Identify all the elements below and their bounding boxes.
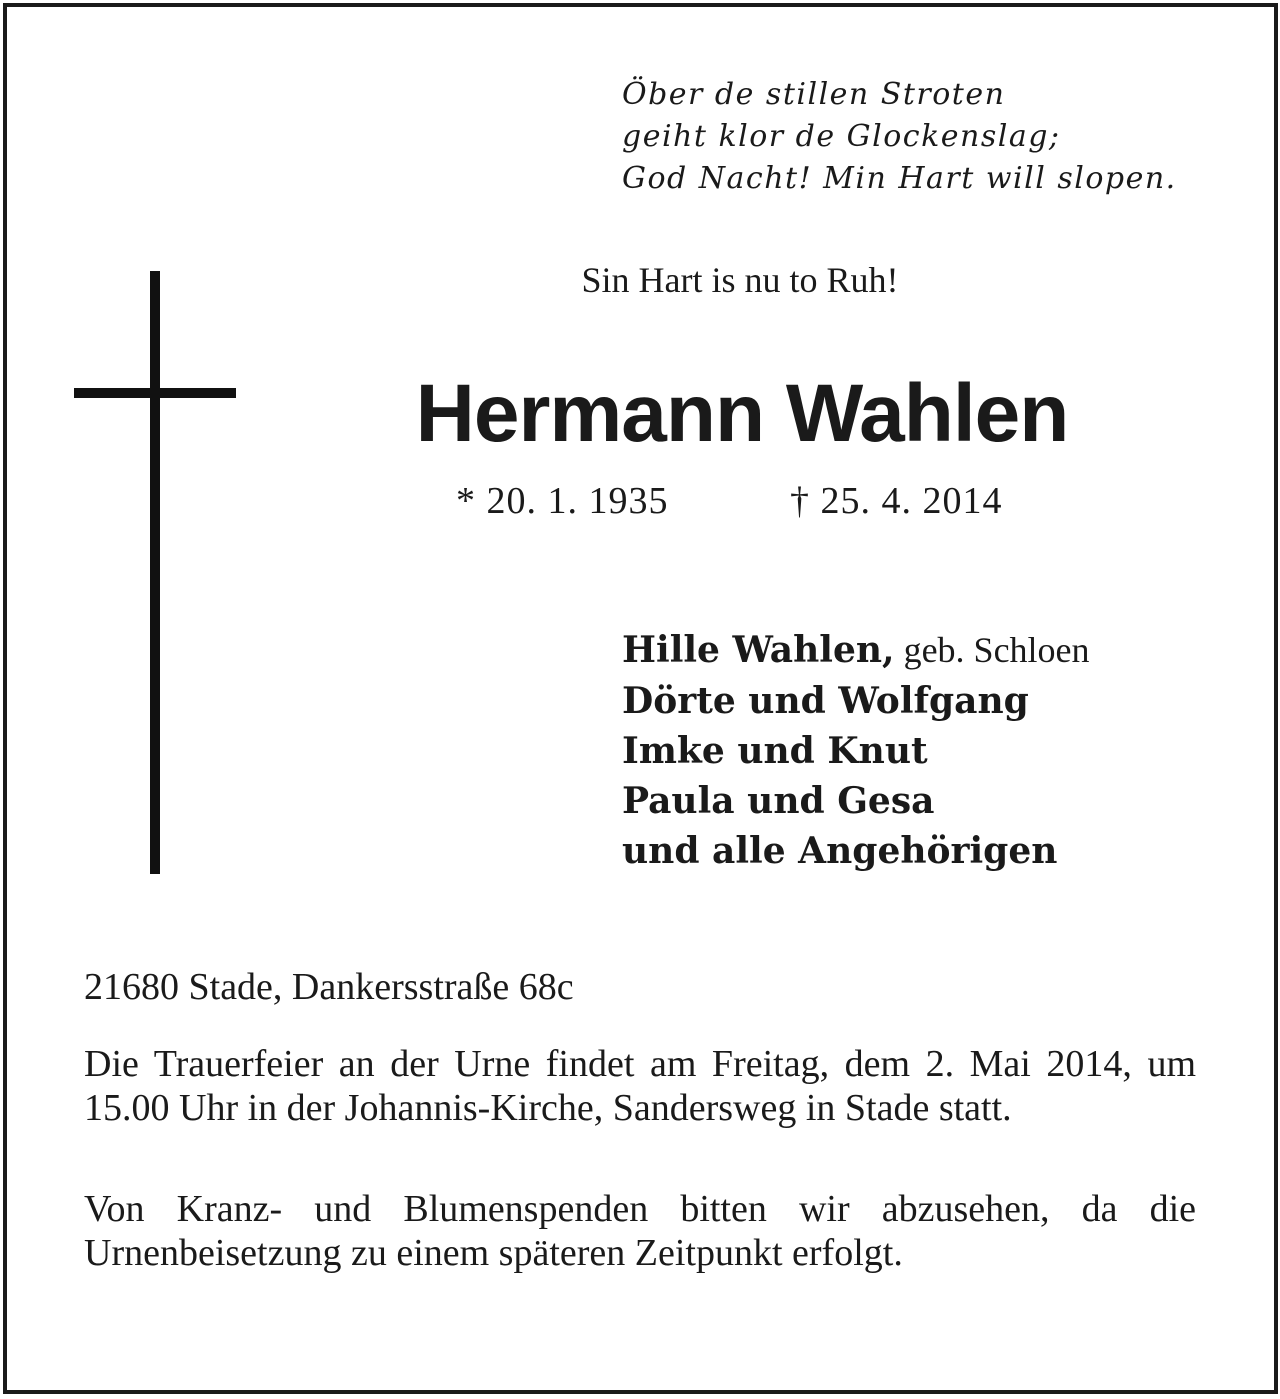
mourner-name: Hille Wahlen, xyxy=(622,629,895,671)
poem-line: Öber de stillen Stroten xyxy=(622,77,1006,112)
poem-line: geiht klor de Glockenslag; xyxy=(622,119,1061,154)
mourners-list xyxy=(622,625,1090,876)
motto: Sin Hart is nu to Ruh! xyxy=(581,260,899,300)
mourner-line: und alle Angehörigen xyxy=(622,830,1058,872)
funeral-service-text: Die Trauerfeier an der Urne findet am Freitag, dem 2. Mai 2014, um 15.00 Uhr in der Johannis-Kirche, Sandersweg in Stade statt. xyxy=(84,1043,1196,1129)
birth-date: * 20. 1. 1935 xyxy=(456,480,669,522)
donation-note-text: Von Kranz- und Blumenspenden bitten wir abzusehen, da die Urnenbeisetzung zu einem späteren Zeitpunkt erfolgt. xyxy=(84,1188,1196,1274)
mourner-line: Dörte und Wolfgang xyxy=(622,680,1029,722)
deceased-name: Hermann Wahlen xyxy=(415,368,1069,459)
mourner-line: Paula und Gesa xyxy=(622,780,935,822)
poem-line: God Nacht! Min Hart will slopen. xyxy=(622,161,1177,196)
address: 21680 Stade, Dankersstraße 68c xyxy=(84,966,574,1008)
mourner-line xyxy=(622,625,1090,676)
mourner-line: Imke und Knut xyxy=(622,730,928,772)
death-date: † 25. 4. 2014 xyxy=(790,480,1003,522)
poem xyxy=(622,74,1177,200)
mourner-maiden-name: geb. Schloen xyxy=(894,630,1090,670)
